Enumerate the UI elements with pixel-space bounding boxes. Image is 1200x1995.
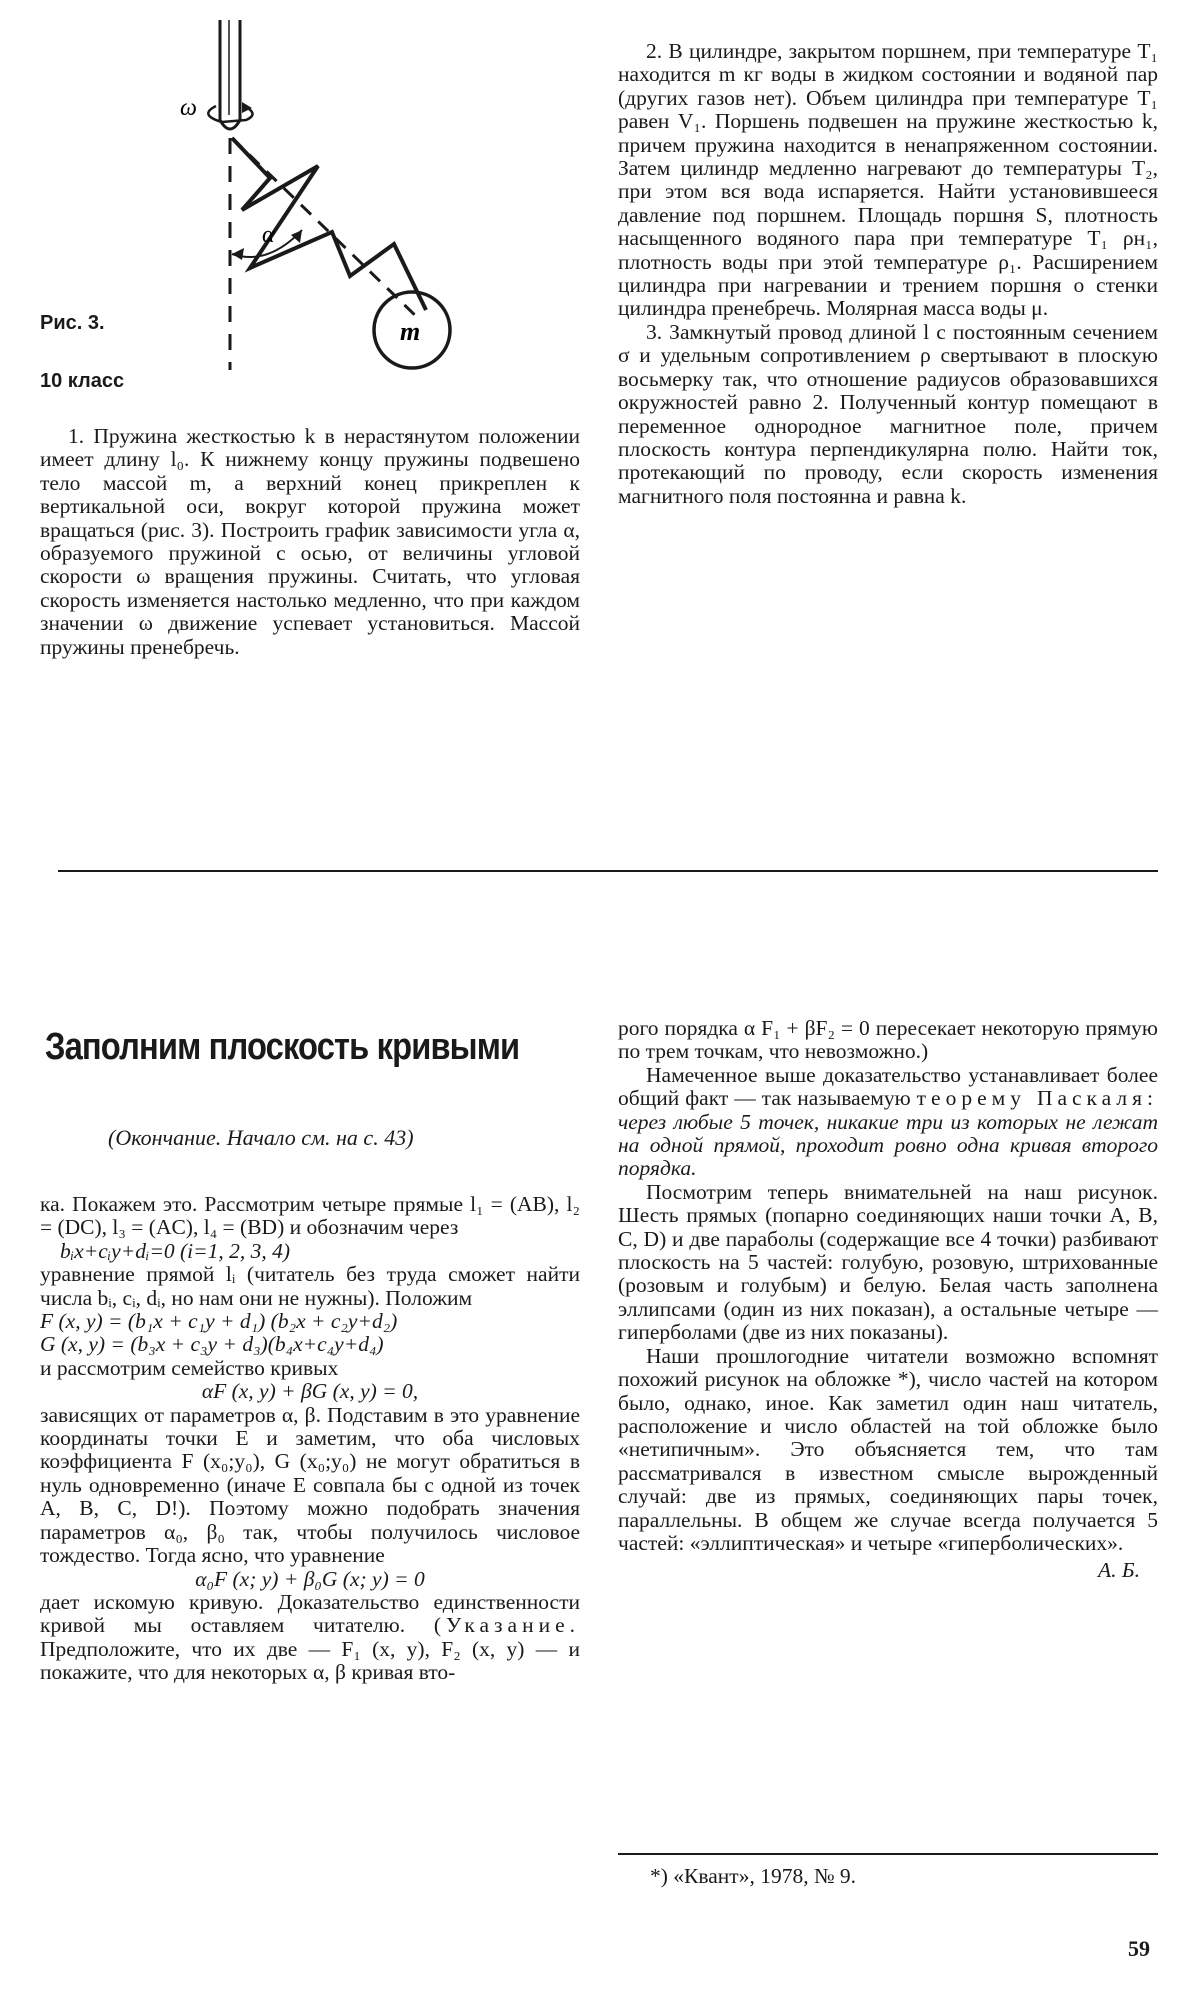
problem-1: 1. Пружина жесткостью k в нерастянутом положении имеет длину l₀. К нижнему концу пружины подвешено тело массой m, а верхний конец прикреплен к вертикальной оси, вокруг которой пружина может вращаться (рис. 3). Построить график зависимости угла α, образуемого пружиной с осью, от величины угловой скорости ω вращения пружины. Считать, что угловая скорость изменяется настолько медленно, что при каждом значении ω движение успевает установиться. Массой пружины пренебречь. [40,424,580,659]
line-equation: bᵢx+cᵢy+dᵢ=0 (i=1, 2, 3, 4) [60,1238,291,1263]
mass-label: m [400,317,421,346]
article-text: дает искомую кривую. Доказательство единственности кривой мы оставляем читателю. [40,1589,580,1638]
article-paragraph: рого порядка α F₁ + βF₂ = 0 пересекает некоторую прямую по трем точкам, что невозможно.) [618,1016,1158,1064]
hint-label: (Указание. [433,1613,580,1638]
angle-arrow-left-icon [232,248,244,260]
article-paragraph: Посмотрим теперь внимательней на наш рисунок. Шесть прямых (попарно соединяющих наши точки A, B, C, D) и две параболы (содержащие все 4 точки) разбивают плоскость на 5 частей: голубую, розовую, штрихованные (розовым и голубым) и белую. Белая часть заполнена эллипсами (один из них показан), а остальные четыре — гиперболами (две из них показаны). [618,1179,1158,1345]
angle-arrow-right-icon [291,230,302,243]
article-paragraph [40,1591,580,1685]
pascal-theorem-label: теорему Паскаля: [916,1086,1158,1111]
family-equation: αF (x, y) + βG (x, y) = 0, [201,1379,419,1404]
article-left-column [40,1193,580,1685]
footnote-rule [618,1853,1158,1855]
article-signature: А. Б. [1098,1558,1140,1583]
article-text: Предположите, что их две — F₁ (x, y), F₂ (x, y) — и покажите, что для некоторых α, β кривая вто- [40,1636,580,1685]
formula-f: F (x, y) = (b₁x + c₁y + d₁) (b₂x + c₂y+d₂) [40,1309,398,1334]
section-divider [58,870,1158,872]
problem-3: 3. Замкнутый провод длиной l с постоянным сечением σ и удельным сопротивлением ρ свертывают в плоскую восьмерку так, что отношение радиусов образовавшихся окружностей равно 2. Полученный контур помещают в переменное однородное магнитное поле, причем плоскость контура перпендикулярна полю. Найти ток, протекающий по проводу, если скорость изменения магнитного поля постоянна и равна k. [618,319,1158,508]
formula-g: G (x, y) = (b₃x + c₃y + d₃)(b₄x+c₄y+d₄) [40,1332,384,1357]
figure-caption: Рис. 3. [40,312,105,334]
problem-2: 2. В цилиндре, закрытом поршнем, при температуре T₁ находится m кг воды в жидком состоянии и водяной пар (других газов нет). Объем цилиндра при температуре T₁ равен V₁. Поршень подвешен на пружине жесткостью k, причем пружина находится в ненапряженном состоянии. Затем цилиндр медленно нагревают до температуры T₂, при этом вся вода испаряется. Найти установившееся давление под поршнем. Площадь поршня S, плотность насыщенного водяного пара при температуре T₁ ρн₁, плотность воды при этой температуре ρ₁. Расширением цилиндра при нагревании и трением поршня о стенки цилиндра пренебречь. Молярная масса воды μ. [618,39,1158,321]
problem-1-column [40,425,580,659]
footnote: *) «Квант», 1978, № 9. [650,1864,856,1888]
curve-equation: α₀F (x; y) + β₀G (x; y) = 0 [195,1566,425,1591]
problems-right-column [618,40,1158,508]
page-number: 59 [1128,1936,1150,1961]
alpha-label: α [262,222,275,248]
omega-label: ω [180,95,197,121]
article-right-column [618,1017,1158,1583]
article-subtitle: (Окончание. Начало см. на с. 43) [108,1125,414,1150]
pascal-theorem-statement: через любые 5 точек, никакие три из которых не лежат на одной прямой, проходит ровно одна кривая второго порядка. [618,1109,1158,1181]
pascal-paragraph [618,1064,1158,1181]
article-paragraph: уравнение прямой lᵢ (читатель без труда сможет найти числа bᵢ, cᵢ, dᵢ, но нам они не нужны). Положим [40,1262,580,1310]
article-text: Намеченное выше доказательство устанавливает более общий факт — так называемую [618,1062,1158,1111]
article-paragraph: и рассмотрим семейство кривых [40,1355,339,1380]
article-title: Заполним плоскость кривыми [45,1026,520,1068]
figure-3 [150,20,480,390]
article-paragraph: ка. Покажем это. Рассмотрим четыре прямые l₁ = (AB), l₂ = (DC), l₃ = (AC), l₄ = (BD) и обозначим через [40,1192,580,1240]
article-paragraph: Наши прошлогодние читатели возможно вспомнят похожий рисунок на обложке *), число частей на котором было, однако, иное. Как заметил один наш читатель, расположение и число областей на той обложке было «нетипичным». Это объясняется тем, что там рассматривался в известном смысле вырожденный случай: две из прямых, соединяющих пары точек, параллельны. В общем же случае всегда получается 5 частей: «эллиптическая» и четыре «гиперболических». [618,1343,1158,1555]
grade-heading: 10 класс [40,370,125,392]
article-paragraph: зависящих от параметров α, β. Подставим в это уравнение координаты точки E и заметим, что оба числовых коэффициента F (x₀;y₀), G (x₀;y₀) не могут обратиться в нуль одновременно (иначе E совпала бы с одной из точек A, B, C, D!). Поэтому можно подобрать значения параметров α₀, β₀ так, чтобы получилось числовое тождество. Тогда ясно, что уравнение [40,1402,580,1568]
